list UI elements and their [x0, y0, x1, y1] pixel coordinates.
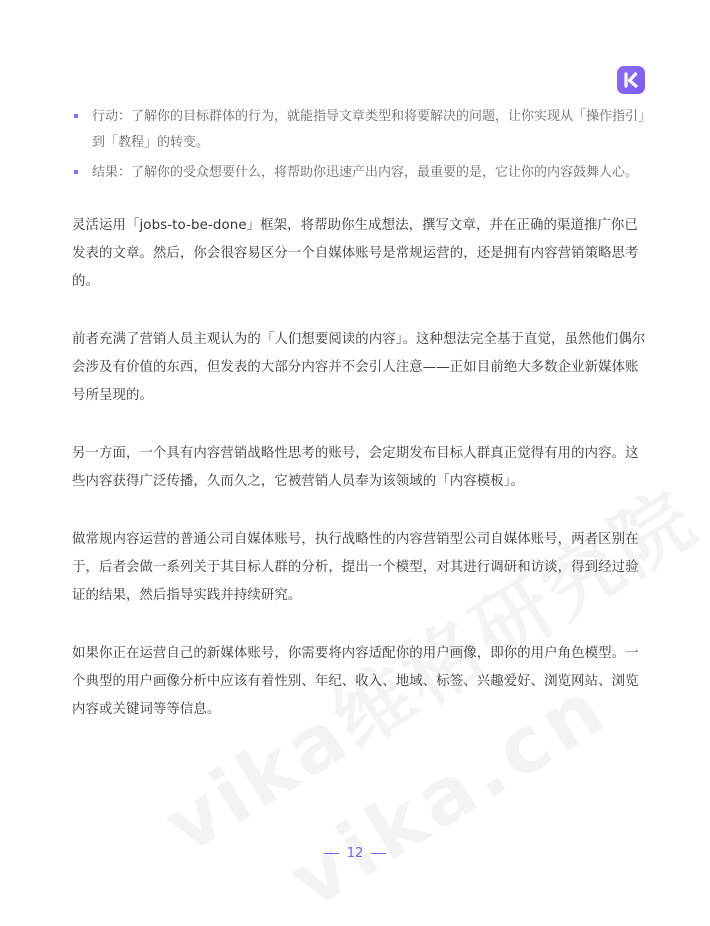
- page-footer: [0, 846, 710, 861]
- paragraph-jobs-to-be-done: 灵活运用「jobs-to-be-done」框架，将帮助你生成想法，撰写文章，并在正确的渠道推广你已发表的文章。然后，你会很容易区分一个自媒体账号是常规运营的，还是拥有内容营销策略思考的。: [72, 218, 639, 289]
- bullet-marker-icon: [74, 114, 78, 118]
- page-number: 12: [346, 846, 364, 861]
- bullet-text: 结果：了解你的受众想要什么，将帮助你迅速产出内容，最重要的是，它让你的内容鼓舞人心。: [92, 165, 639, 180]
- paragraph-strategic-account: 另一方面，一个具有内容营销战略性思考的账号，会定期发布目标人群真正觉得有用的内容。这些内容获得广泛传播，久而久之，它被营销人员奉为该领域的「内容模板」。: [72, 446, 639, 489]
- footer-dash-left: [324, 853, 339, 854]
- bullet-marker-icon: [74, 170, 78, 174]
- body-content: [72, 212, 647, 754]
- bullet-item-result: [72, 160, 652, 186]
- paragraph-user-persona: 如果你正在运营自己的新媒体账号，你需要将内容适配你的用户画像，即你的用户角色模型。一个典型的用户画像分析中应该有着性别、年纪、收入、地域、标签、兴趣爱好、浏览网站、浏览内容或关键词等等信息。: [72, 646, 639, 717]
- footer-dash-right: [371, 853, 386, 854]
- vika-logo-icon: [617, 66, 645, 94]
- paragraph-difference: 做常规内容运营的普通公司自媒体账号，执行战略性的内容营销型公司自媒体账号，两者区别在于，后者会做一系列关于其目标人群的分析，提出一个模型，对其进行调研和访谈，得到经过验证的结果，然后指导实践并持续研究。: [72, 532, 639, 603]
- paragraph-subjective-content: 前者充满了营销人员主观认为的「人们想要阅读的内容」。这种想法完全基于直觉，虽然他们偶尔会涉及有价值的东西，但发表的大部分内容并不会引人注意——正如目前绝大多数企业新媒体账号所呈现的。: [72, 332, 646, 403]
- bullet-list: [72, 104, 652, 190]
- bullet-text: 行动：了解你的目标群体的行为，就能指导文章类型和将要解决的问题，让你实现从「操作指引」到「教程」的转变。: [92, 109, 652, 150]
- bullet-item-action: [72, 104, 652, 156]
